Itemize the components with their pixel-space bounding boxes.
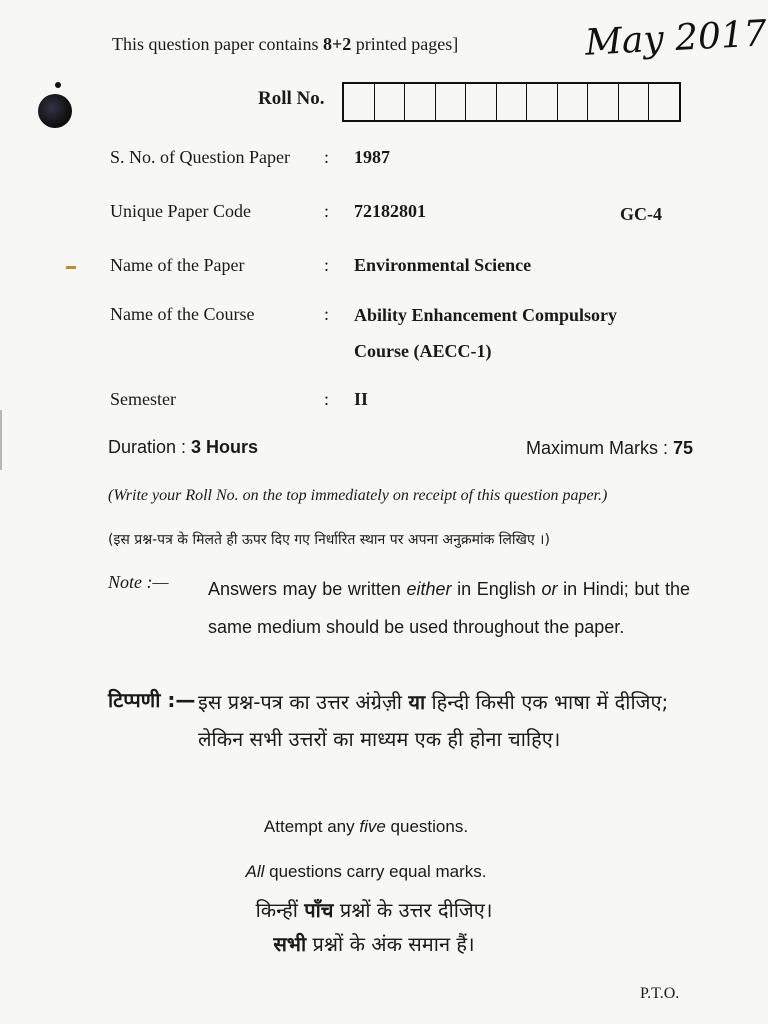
detail-value: II [354, 389, 369, 409]
roll-box [526, 84, 557, 120]
roll-box [465, 84, 496, 120]
gc-code: GC-4 [620, 204, 662, 224]
detail-colon: : [324, 304, 330, 324]
attempt-instruction: Attempt any five questions. [263, 817, 469, 836]
maximum-marks: Maximum Marks : 75 [526, 438, 694, 458]
pto-marker: P.T.O. [640, 985, 680, 1002]
roll-no-label: Roll No. [258, 88, 325, 109]
detail-label: S. No. of Question Paper [110, 147, 290, 167]
note-label: Note :— [108, 572, 169, 592]
detail-value: Environmental Science [354, 255, 532, 275]
roll-box [404, 84, 435, 120]
detail-colon: : [324, 255, 330, 275]
hole-punch-mark [38, 94, 72, 128]
detail-label: Name of the Course [110, 304, 255, 324]
detail-colon: : [324, 389, 330, 409]
roll-box [557, 84, 588, 120]
page-count-line: This question paper contains 8+2 printed pages] [112, 34, 459, 54]
detail-colon: : [324, 147, 330, 167]
detail-value: Ability Enhancement Compulsory [354, 305, 618, 325]
detail-colon: : [324, 201, 330, 221]
edge-mark [0, 410, 8, 470]
tippani-text: इस प्रश्न-पत्र का उत्तर अंग्रेज़ी या हिन्दी किसी एक भाषा में दीजिए; लेकिन सभी उत्तरों का माध्यम एक ही होना चाहिए। [198, 690, 669, 751]
instruction-english: (Write your Roll No. on the top immediately on receipt of this question paper.) [108, 487, 608, 504]
roll-box [374, 84, 405, 120]
duration: Duration : 3 Hours [108, 437, 259, 457]
detail-label: Semester [110, 389, 176, 409]
ink-dot [55, 82, 61, 88]
attempt-instruction-hindi: किन्हीं पाँच प्रश्नों के उत्तर दीजिए। [255, 898, 493, 922]
detail-value: 72182801 [354, 201, 426, 221]
detail-label: Name of the Paper [110, 255, 245, 275]
roll-box [618, 84, 649, 120]
equal-marks-instruction: All questions carry equal marks. [245, 862, 487, 881]
margin-mark [66, 266, 76, 269]
roll-box [435, 84, 466, 120]
tippani-label: टिप्पणी :— [108, 688, 196, 712]
equal-marks-instruction-hindi: सभी प्रश्नों के अंक समान हैं। [273, 932, 475, 956]
roll-box [587, 84, 618, 120]
roll-box [648, 84, 679, 120]
note-text: Answers may be written either in English or in Hindi; but the same medium should be used throughout the paper. [208, 579, 690, 637]
detail-value: 1987 [354, 147, 390, 167]
detail-label: Unique Paper Code [110, 201, 251, 221]
roll-box [344, 84, 374, 120]
instruction-hindi: (इस प्रश्न-पत्र के मिलते ही ऊपर दिए गए निर्धारित स्थान पर अपना अनुक्रमांक लिखिए ।) [108, 532, 550, 548]
detail-value-continued: Course (AECC-1) [354, 341, 492, 361]
handwritten-date: May 2017 [584, 13, 768, 64]
roll-box [496, 84, 527, 120]
roll-no-boxes [342, 82, 681, 122]
